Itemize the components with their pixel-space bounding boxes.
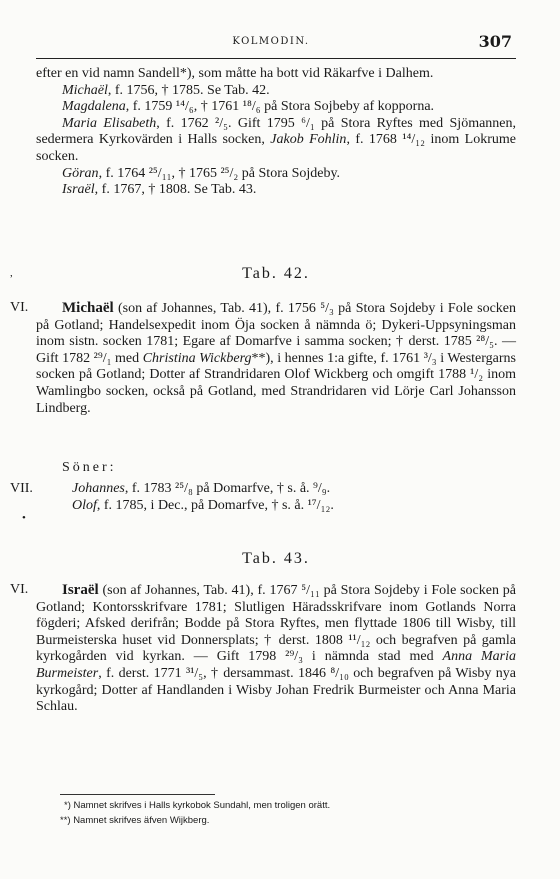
child-entry <box>36 116 516 166</box>
footnote: **) Namnet skrifves äfven Wijkberg. <box>60 815 210 826</box>
tab-42-entry <box>36 300 516 417</box>
entry-text: (son af Johannes, Tab. 41), f. 1756 ⁵/₃ på Stora Sojdeby i Fole socken på Gotland; Handelsexpedit inom Öja socken å nämnda ö; Dykeri-Uppsyningsman inom sistn. socken 1781; Egare af Domarfve i samma socken; † derst. 1785 ²⁸/₅. — Gift 1782 ²⁹/₁ med <box>36 301 516 366</box>
entry-paragraph <box>36 582 516 716</box>
sons-heading: Söner: <box>62 460 117 475</box>
page-number: 307 <box>478 32 512 51</box>
child-entry <box>36 182 516 199</box>
footnote-rule <box>60 794 215 795</box>
son-text: , f. 1783 ²⁵/₈ på Domarfve, † s. å. ⁹/₉. <box>124 481 331 496</box>
continuation-line: efter en vid namn Sandell*), som måtte ha bott vid Räkarfve i Dalhem. <box>36 66 434 81</box>
sons-label <box>36 460 516 477</box>
child-text: , f. 1768 ¹⁴/₁₂ inom Lokrume socken. <box>36 132 516 164</box>
spouse-name: Christina Wickberg <box>142 350 252 366</box>
spouse-name: Jakob Fohlin <box>270 132 347 148</box>
son-name: Johannes <box>72 481 125 496</box>
son-entry <box>72 481 516 498</box>
entry-text: , f. derst. 1771 ³¹/₅, † dersammast. 1846 ⁸/₁₀ och begrafven på Wisby nya kyrkogård; Dotter af Handlanden i Wisby Johan Fredrik Burmeister och Anna Maria Schlau. <box>36 665 516 715</box>
generation-numeral: VI. <box>10 582 29 597</box>
footnotes <box>60 798 500 828</box>
child-name: Michaël <box>62 82 108 98</box>
child-text: , f. 1759 ¹⁴/₆, † 1761 ¹⁸/₆ på Stora Sojbeby af kopporna. <box>125 99 435 115</box>
child-entry <box>36 99 516 116</box>
stray-mark: , <box>10 267 13 279</box>
tab-43-heading: Tab. 43. <box>242 550 310 567</box>
footnote: *) Namnet skrifves i Halls kyrkobok Sundahl, men troligen orätt. <box>64 800 331 811</box>
child-text: , f. 1764 ²⁵/₁₁, † 1765 ²⁵/₂ på Stora Sojdeby. <box>98 165 341 181</box>
header-rule <box>36 58 516 59</box>
child-entry <box>36 166 516 183</box>
page-header <box>30 32 512 54</box>
spouse-name: Anna Maria Burmeister <box>36 649 516 681</box>
generation-numeral: VII. <box>10 481 33 496</box>
child-text: , f. 1762 ²/₅. Gift 1795 ⁶/₁ på Stora Ryftes med Sjömannen, sedermera Kyrkovärden i Halls socken, <box>36 115 517 148</box>
child-text: , f. 1767, † 1808. Se Tab. 43. <box>94 182 257 198</box>
son-text: , f. 1785, i Dec., på Domarfve, † s. å. ¹⁷/₁₂. <box>96 497 334 513</box>
tab-43-entry <box>36 582 516 716</box>
entry-text: **), i hennes 1:a gifte, f. 1761 ³/₃ i Westergarns socken på Gotland; Dotter af Strandridaren Olof Wickberg och omgift 1788 ¹/₂ inom Wamlingbo socken, också på Gotland, med Strandridaren vid Lörje Carl Johansson Lindberg. <box>36 350 516 416</box>
entry-paragraph <box>36 300 516 417</box>
child-entry <box>36 83 516 100</box>
continuation-block <box>36 66 516 199</box>
generation-numeral: VI. <box>10 300 29 315</box>
child-name: Israël <box>62 182 95 198</box>
person-name: Israël <box>62 582 99 598</box>
faint-library-stamp <box>352 852 452 866</box>
child-name: Göran <box>62 165 99 181</box>
entry-text: (son af Johannes, Tab. 41), f. 1767 ⁵/₁₁ på Stora Sojdeby i Fole socken på Gotland; Kontorsskrifvare 1781; Slutligen Häradsskrifvare inom Gotlands Norra fögderi; Afsked derifrån; Bodde på Stora Ryftes, men flyttade 1806 till Wisby, till Burmeisterska huset vid Donnersplats; † derst. 1808 ¹¹/₁₂ och begrafven på gamla kyrkogården vid kyrkan. — Gift 1798 ²⁹/₃ i nämnda stad med <box>36 583 516 665</box>
sons-list <box>36 481 516 514</box>
tab-42-heading: Tab. 42. <box>242 265 310 282</box>
child-name: Maria Elisabeth <box>62 115 157 131</box>
child-text: , f. 1756, † 1785. Se Tab. 42. <box>107 82 270 98</box>
child-name: Magdalena <box>62 99 126 115</box>
running-head: KOLMODIN. <box>232 36 310 47</box>
son-entry <box>72 498 516 515</box>
stray-mark: • <box>22 512 26 524</box>
person-name: Michaël <box>62 300 114 316</box>
son-name: Olof <box>72 497 97 513</box>
